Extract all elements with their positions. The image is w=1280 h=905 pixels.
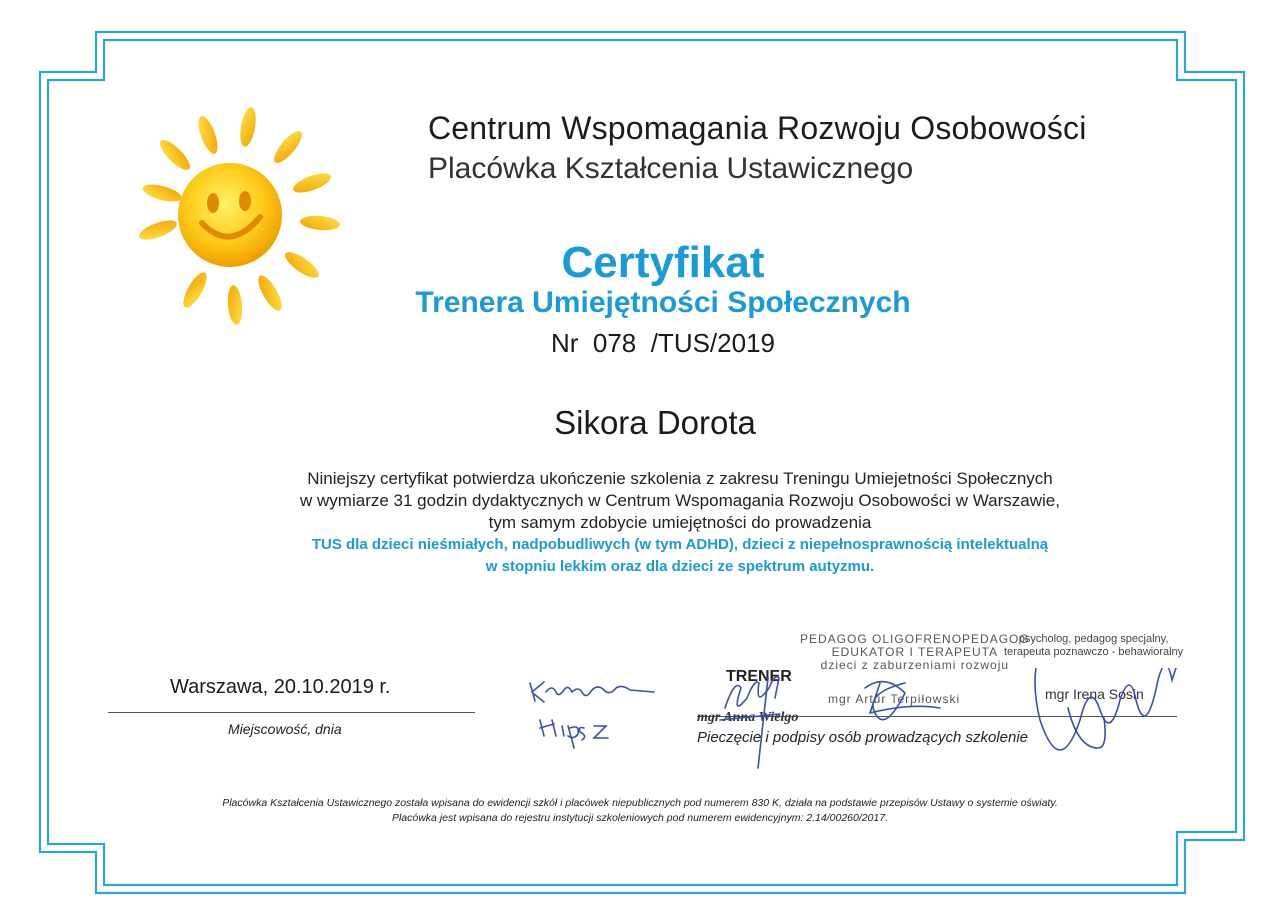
stamp-terpilowski xyxy=(800,633,1030,672)
stamp-line: dzieci z zaburzeniami rozwoju xyxy=(820,658,1010,672)
stamp-line: EDUKATOR I TERAPEUTA xyxy=(831,645,999,659)
certificate-title: Certyfikat xyxy=(561,238,765,287)
organization-name: Centrum Wspomagania Rozwoju Osobowości xyxy=(428,110,1087,146)
place-date-line xyxy=(108,712,475,713)
scope-line: TUS dla dzieci nieśmiałych, nadpobudliwych (w tym ADHD), dzieci z niepełnosprawnością intelektualną xyxy=(311,536,1049,553)
place-date-value: Warszawa, 20.10.2019 r. xyxy=(170,676,391,698)
scope-line: w stopniu lekkim oraz dla dzieci ze spektrum autyzmu. xyxy=(485,558,875,575)
body-line: tym samym zdobycie umiejętności do prowadzenia xyxy=(488,513,872,532)
stamp-sosin xyxy=(1004,633,1183,659)
organization-subtitle: Placówka Kształcenia Ustawicznego xyxy=(428,152,914,185)
signatures-label: Pieczęcie i podpisy osób prowadzących szkolenie xyxy=(697,729,1029,746)
footer-legal xyxy=(0,796,1280,826)
trener-label: TRENER xyxy=(726,668,792,685)
stamp-name-terpilowski: mgr Artur Terpiłowski xyxy=(828,692,961,706)
handwritten-signatures xyxy=(520,668,1220,798)
certificate-scope xyxy=(180,534,1180,578)
certificate-body xyxy=(180,468,1180,534)
recipient-name: Sikora Dorota xyxy=(554,404,756,441)
footer-line: Placówka Kształcenia Ustawicznego została wpisana do ewidencji szkół i placówek niepublicznych pod numerem 830 K, działa na podstawie przepisów Ustawy o systemie oświaty. xyxy=(222,797,1058,809)
stamp-line: terapeuta poznawczo - behawioralny xyxy=(1004,646,1184,658)
stamp-name-sosin: mgr Irena Sosin xyxy=(1045,686,1144,702)
stamp-line: psycholog, pedagog specjalny, xyxy=(1018,633,1169,645)
place-date-label: Miejscowość, dnia xyxy=(228,721,342,737)
certificate-subtitle: Trenera Umiejętności Społecznych xyxy=(415,286,911,319)
certificate-number: Nr 078 /TUS/2019 xyxy=(551,328,775,358)
trainer-name: mgr Anna Wielgo xyxy=(697,710,799,725)
stamp-line: PEDAGOG OLIGOFRENOPEDAGOG xyxy=(800,632,1030,646)
body-line: Niniejszy certyfikat potwierdza ukończenie szkolenia z zakresu Treningu Umiejetności Społecznych xyxy=(307,469,1053,488)
body-line: w wymiarze 31 godzin dydaktycznych w Centrum Wspomagania Rozwoju Osobowości w Warszawie, xyxy=(300,491,1060,510)
footer-line: Placówka jest wpisana do rejestru instytucji szkoleniowych pod numerem ewidencyjnym: 2.14/00260/2017. xyxy=(391,812,889,824)
